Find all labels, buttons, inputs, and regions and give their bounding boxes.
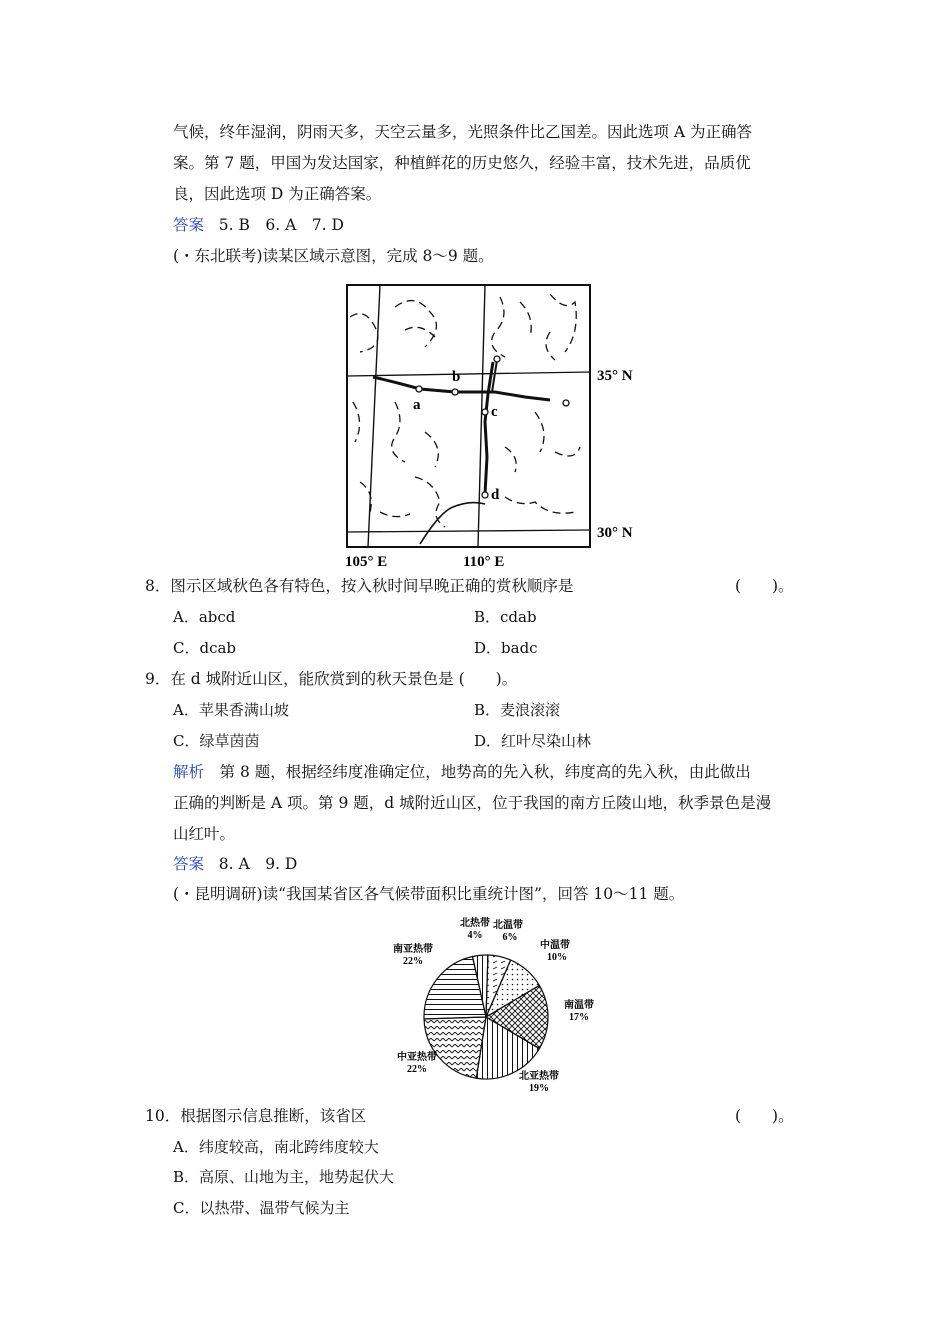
question-10-stem: 10．根据图示信息推断，该省区 bbox=[145, 1107, 367, 1125]
question-intro-chart: (・昆明调研)读“我国某省区各气候带面积比重统计图”，回答 10～11 题。 bbox=[173, 885, 685, 903]
analysis-line-3: 山红叶。 bbox=[173, 825, 236, 843]
q8-option-d: D．badc bbox=[474, 639, 538, 657]
analysis-line-1 bbox=[173, 761, 751, 783]
pie-value-bei-wendai: 6% bbox=[502, 932, 518, 943]
question-8-stem: 8．图示区域秋色各有特色，按入秋时间早晚正确的赏秋顺序是 bbox=[145, 577, 574, 595]
q9-option-d: D．红叶尽染山林 bbox=[474, 732, 592, 750]
q10-option-a: A．纬度较高，南北跨纬度较大 bbox=[173, 1138, 379, 1156]
pie-value-zhong-yaredai: 22% bbox=[407, 1064, 427, 1075]
pie-value-nan-wendai: 17% bbox=[569, 1012, 589, 1023]
explanation-line-1: 气候，终年湿润，阴雨天多，天空云量多，光照条件比乙国差。因此选项 A 为正确答 bbox=[173, 123, 753, 141]
lat-label-30n: 30° N bbox=[597, 525, 633, 541]
pie-value-bei-yaredai: 19% bbox=[529, 1083, 549, 1094]
pie-label-zhong-yaredai: 中亚热带 bbox=[397, 1052, 437, 1063]
lon-label-110e: 110° E bbox=[463, 554, 505, 570]
analysis-label: 解析 bbox=[173, 763, 205, 781]
lon-label-105e: 105° E bbox=[345, 554, 388, 570]
pie-value-nan-yaredai: 22% bbox=[403, 956, 423, 967]
q9-option-a: A．苹果香满山坡 bbox=[173, 701, 289, 719]
pie-value-zhong-wendai: 10% bbox=[547, 952, 567, 963]
q8-option-a: A．abcd bbox=[173, 608, 236, 626]
explanation-line-2: 案。第 7 题，甲国为发达国家，种植鲜花的历史悠久，经验丰富，技术先进，品质优 bbox=[173, 154, 751, 172]
map-point-a: a bbox=[413, 397, 421, 413]
map-point-c: c bbox=[491, 404, 498, 420]
pie-value-bei-redai: 4% bbox=[467, 930, 483, 941]
answer-line-2 bbox=[173, 853, 297, 875]
explanation-line-3: 良，因此选项 D 为正确答案。 bbox=[173, 185, 382, 203]
pie-label-bei-wendai: 北温带 bbox=[493, 920, 523, 931]
analysis-text-1: 第 8 题，根据经纬度准确定位，地势高的先入秋，纬度高的先入秋，由此做出 bbox=[204, 763, 751, 781]
q9-option-c: C．绿草茵茵 bbox=[173, 732, 260, 750]
answer-line-1 bbox=[173, 214, 344, 236]
q8-option-b: B．cdab bbox=[474, 608, 537, 626]
question-intro-map: (・东北联考)读某区域示意图，完成 8～9 题。 bbox=[173, 247, 494, 265]
pie-label-bei-yaredai: 北亚热带 bbox=[519, 1071, 559, 1082]
answer-text: 5. B 6. A 7. D bbox=[218, 216, 344, 234]
question-9-stem: 9．在 d 城附近山区，能欣赏到的秋天景色是 ( )。 bbox=[145, 670, 518, 688]
pie-label-zhong-wendai: 中温带 bbox=[540, 940, 570, 951]
answer-label-2: 答案 bbox=[173, 855, 205, 873]
region-map bbox=[335, 282, 645, 572]
question-10-paren: ( )。 bbox=[735, 1107, 794, 1125]
q9-option-b: B．麦浪滚滚 bbox=[474, 701, 561, 719]
pie-slice-5 bbox=[424, 1017, 486, 1078]
map-point-b: b bbox=[452, 369, 461, 385]
pie-label-nan-yaredai: 南亚热带 bbox=[393, 944, 433, 955]
q10-option-b: B．高原、山地为主，地势起伏大 bbox=[173, 1168, 395, 1186]
q8-option-c: C．dcab bbox=[173, 639, 237, 657]
pie-label-nan-wendai: 南温带 bbox=[564, 1000, 594, 1011]
map-point-d: d bbox=[491, 487, 500, 503]
climate-zone-pie-chart bbox=[380, 912, 610, 1102]
answer-text-2: 8. A 9. D bbox=[218, 855, 298, 873]
pie-label-bei-redai: 北热带 bbox=[460, 918, 490, 929]
analysis-line-2: 正确的判断是 A 项。第 9 题，d 城附近山区，位于我国的南方丘陵山地，秋季景色是漫 bbox=[173, 794, 772, 812]
q10-option-c: C．以热带、温带气候为主 bbox=[173, 1199, 350, 1217]
answer-label: 答案 bbox=[173, 216, 205, 234]
question-8-paren: ( )。 bbox=[735, 577, 794, 595]
lat-label-35n: 35° N bbox=[597, 368, 633, 384]
